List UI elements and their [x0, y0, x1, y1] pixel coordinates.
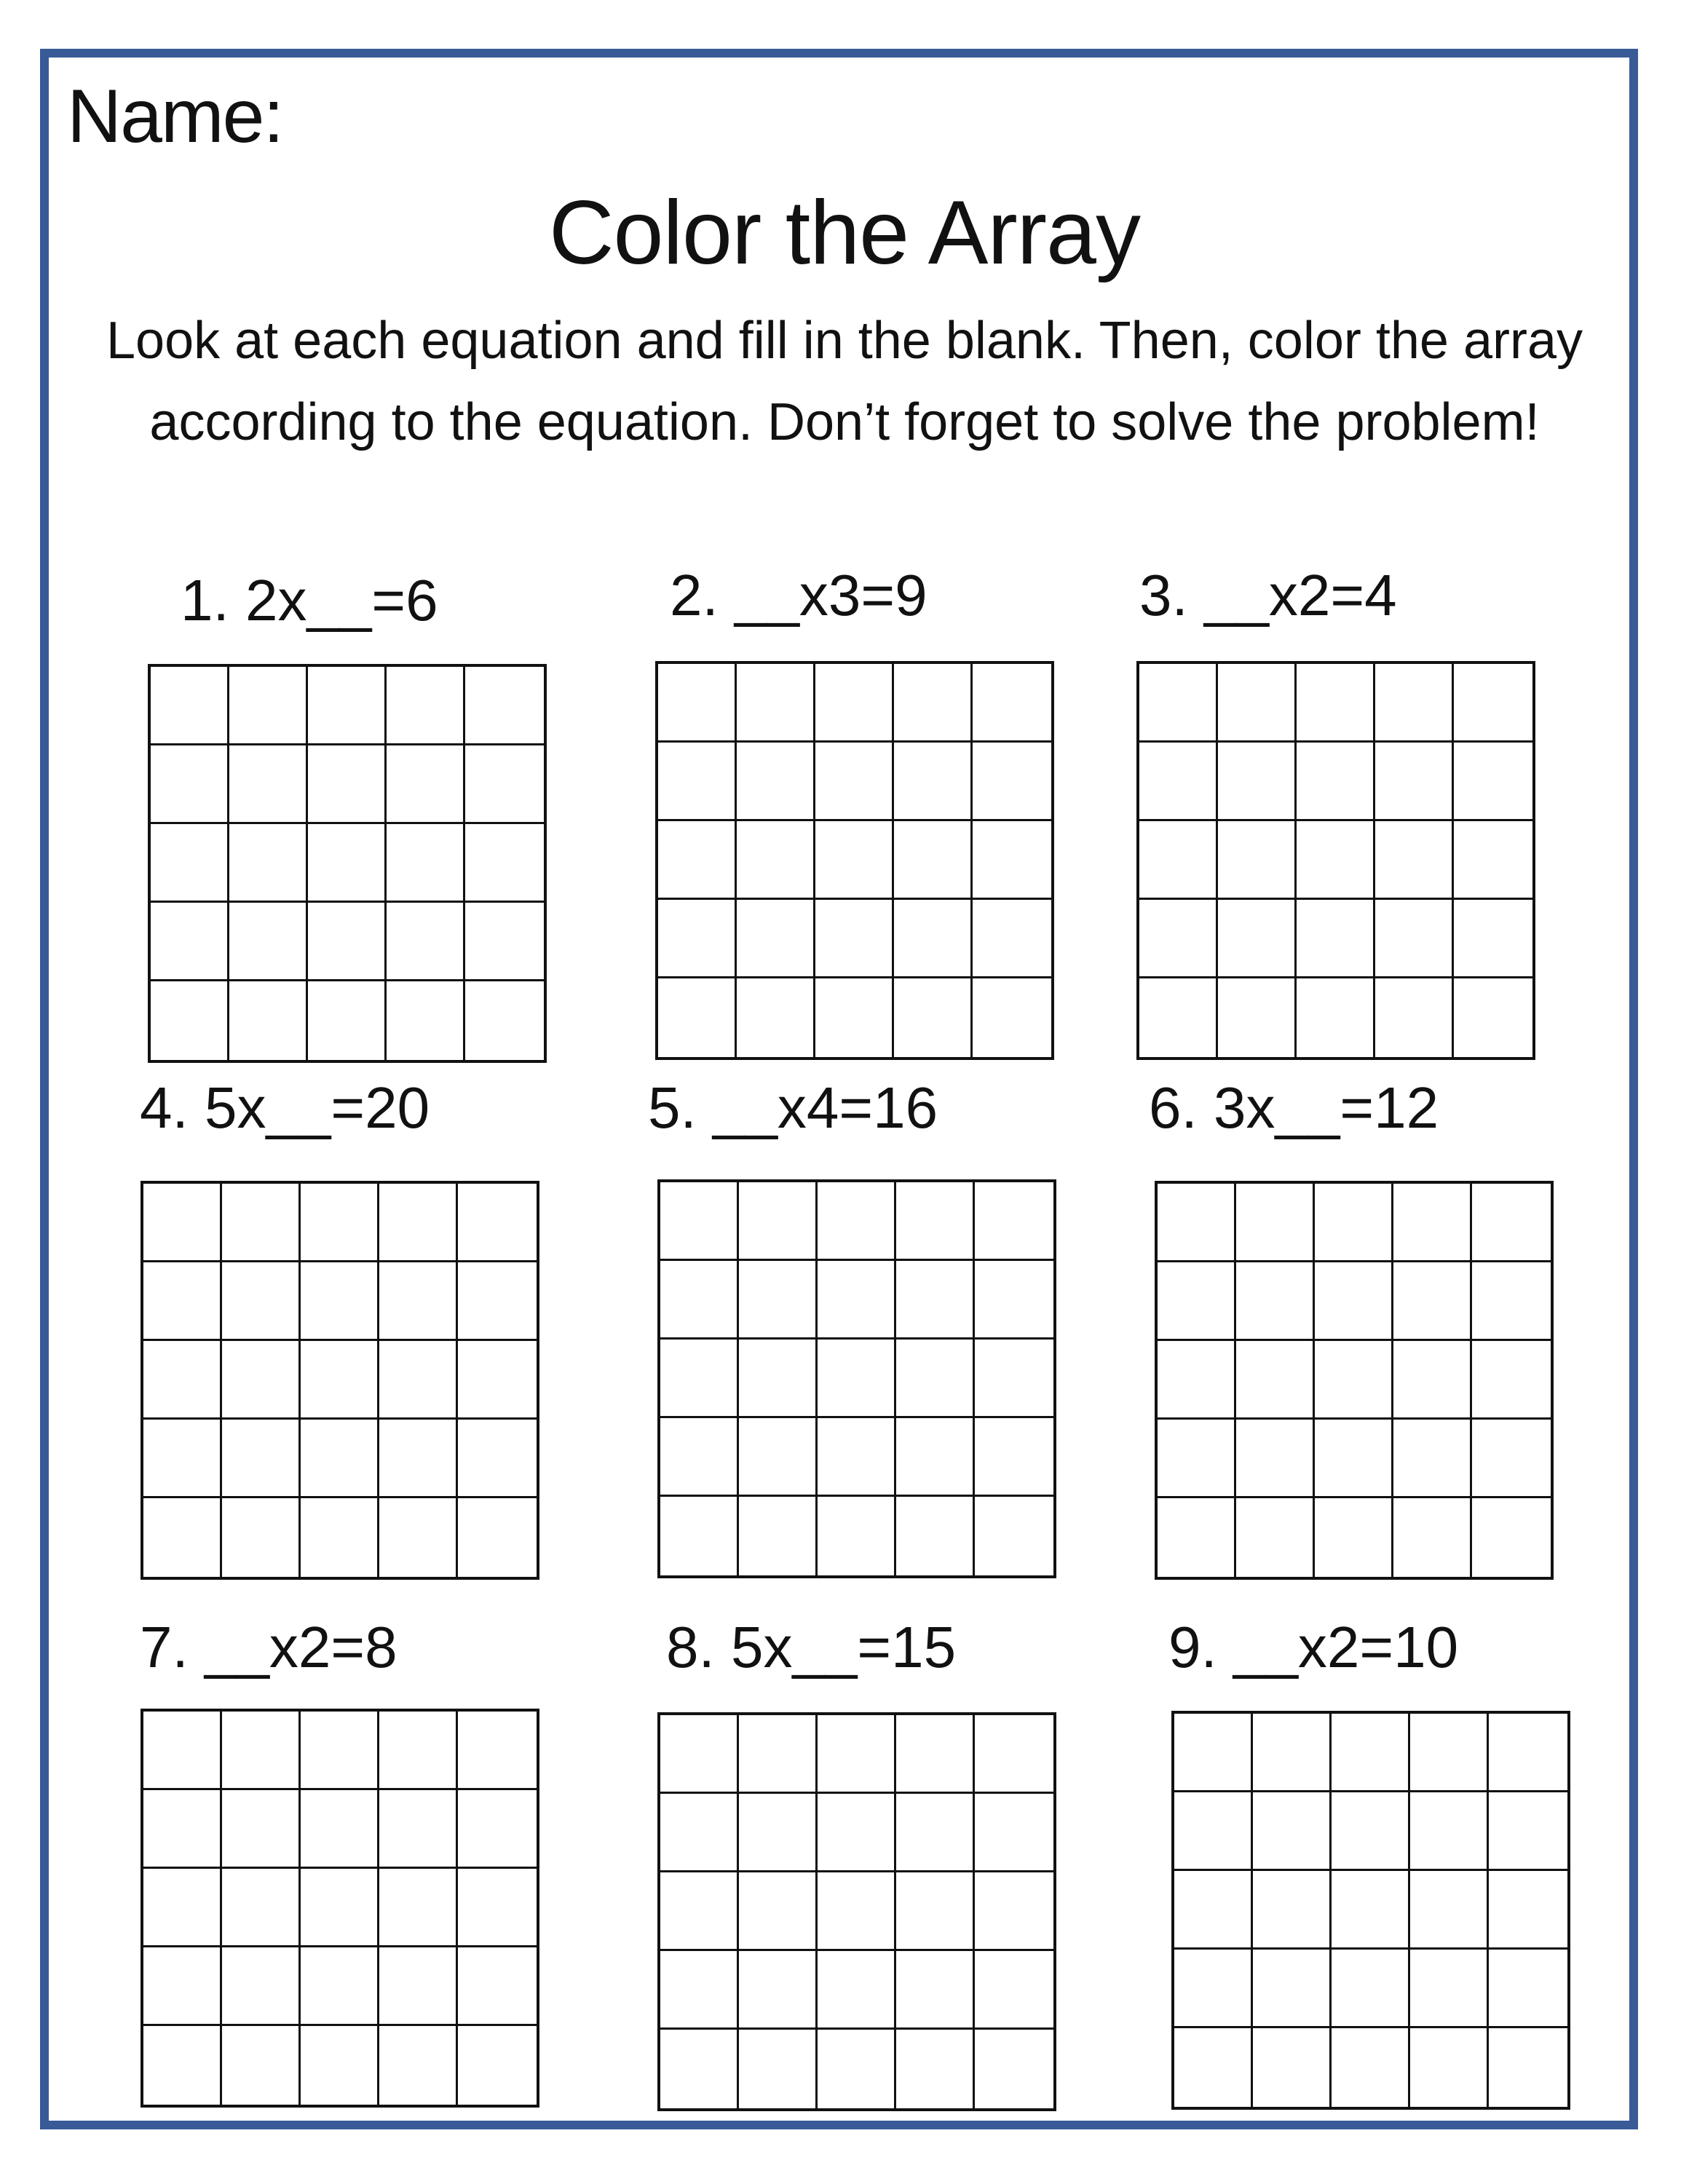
array-cell[interactable] — [387, 981, 465, 1060]
array-cell[interactable] — [815, 743, 894, 821]
problem-5-label: 5. __x4=16 — [648, 1075, 938, 1140]
array-cell[interactable] — [301, 1420, 379, 1498]
array-cell[interactable] — [1236, 1420, 1315, 1498]
array-cell[interactable] — [815, 900, 894, 978]
array-cell[interactable] — [1472, 1341, 1551, 1420]
array-cell[interactable] — [1158, 1341, 1236, 1420]
array-cell[interactable] — [739, 1715, 818, 1794]
array-cell[interactable] — [301, 1262, 379, 1341]
instructions-line-1: Look at each equation and fill in the blank. Then, color the array — [106, 312, 1583, 370]
array-cell[interactable] — [301, 1184, 379, 1262]
array-cell[interactable] — [308, 903, 387, 981]
array-cell[interactable] — [818, 2030, 896, 2108]
array-cell[interactable] — [1253, 1714, 1332, 1792]
array-cell[interactable] — [1297, 743, 1375, 821]
array-cell[interactable] — [973, 664, 1051, 743]
array-cell[interactable] — [739, 1872, 818, 1951]
array-cell[interactable] — [1253, 2028, 1332, 2107]
array-cell[interactable] — [739, 1182, 818, 1261]
array-grid-8[interactable] — [657, 1712, 1056, 2111]
problem-3-label: 3. __x2=4 — [1139, 563, 1397, 628]
array-cell[interactable] — [222, 1790, 301, 1869]
array-cell[interactable] — [1158, 1498, 1236, 1577]
array-cell[interactable] — [458, 1420, 537, 1498]
array-cell[interactable] — [1158, 1420, 1236, 1498]
array-cell[interactable] — [1139, 900, 1218, 978]
array-cell[interactable] — [1375, 900, 1454, 978]
array-cell[interactable] — [151, 667, 229, 745]
array-cell[interactable] — [975, 1182, 1053, 1261]
array-cell[interactable] — [894, 821, 973, 900]
array-cell[interactable] — [660, 1794, 739, 1872]
array-cell[interactable] — [975, 1715, 1053, 1794]
array-cell[interactable] — [1332, 1950, 1410, 2028]
array-cell[interactable] — [387, 903, 465, 981]
array-cell[interactable] — [975, 1794, 1053, 1872]
problem-9-label: 9. __x2=10 — [1168, 1615, 1459, 1679]
array-cell[interactable] — [379, 1420, 458, 1498]
array-cell[interactable] — [660, 1340, 739, 1418]
array-cell[interactable] — [818, 1794, 896, 1872]
array-cell[interactable] — [1489, 2028, 1567, 2107]
array-cell[interactable] — [458, 1184, 537, 1262]
array-cell[interactable] — [1375, 664, 1454, 743]
array-cell[interactable] — [222, 1869, 301, 1947]
problem-1-label: 1. 2x__=6 — [181, 568, 438, 633]
array-grid-2[interactable] — [655, 661, 1054, 1060]
array-cell[interactable] — [387, 824, 465, 903]
array-cell[interactable] — [143, 1712, 222, 1790]
array-cell[interactable] — [1297, 900, 1375, 978]
array-cell[interactable] — [1218, 978, 1297, 1057]
array-cell[interactable] — [737, 900, 815, 978]
array-cell[interactable] — [973, 821, 1051, 900]
array-cell[interactable] — [1472, 1498, 1551, 1577]
array-cell[interactable] — [896, 1182, 975, 1261]
array-cell[interactable] — [1174, 2028, 1253, 2107]
array-cell[interactable] — [1454, 978, 1532, 1057]
array-grid-6[interactable] — [1155, 1181, 1554, 1580]
array-cell[interactable] — [458, 1947, 537, 2026]
array-cell[interactable] — [894, 978, 973, 1057]
array-cell[interactable] — [379, 2026, 458, 2105]
array-cell[interactable] — [815, 664, 894, 743]
array-cell[interactable] — [1454, 743, 1532, 821]
array-cell[interactable] — [818, 1418, 896, 1497]
array-cell[interactable] — [1454, 821, 1532, 900]
name-label: Name: — [67, 74, 283, 159]
array-cell[interactable] — [222, 1420, 301, 1498]
array-cell[interactable] — [222, 2026, 301, 2105]
array-cell[interactable] — [658, 900, 737, 978]
array-cell[interactable] — [975, 1261, 1053, 1340]
array-cell[interactable] — [1139, 821, 1218, 900]
array-cell[interactable] — [739, 1497, 818, 1575]
array-grid-9[interactable] — [1171, 1711, 1570, 2110]
array-cell[interactable] — [1236, 1341, 1315, 1420]
array-cell[interactable] — [1174, 1871, 1253, 1950]
array-cell[interactable] — [660, 1497, 739, 1575]
array-cell[interactable] — [896, 1261, 975, 1340]
array-cell[interactable] — [1174, 1714, 1253, 1792]
array-cell[interactable] — [1489, 1950, 1567, 2028]
array-cell[interactable] — [1489, 1871, 1567, 1950]
array-cell[interactable] — [379, 1947, 458, 2026]
array-cell[interactable] — [1410, 1714, 1489, 1792]
array-cell[interactable] — [143, 1947, 222, 2026]
array-grid-3[interactable] — [1136, 661, 1535, 1060]
array-cell[interactable] — [1315, 1262, 1393, 1341]
array-cell[interactable] — [465, 903, 544, 981]
array-cell[interactable] — [1253, 1792, 1332, 1871]
array-cell[interactable] — [737, 664, 815, 743]
array-cell[interactable] — [143, 1498, 222, 1577]
array-cell[interactable] — [143, 1869, 222, 1947]
array-cell[interactable] — [222, 1498, 301, 1577]
array-cell[interactable] — [660, 2030, 739, 2108]
array-cell[interactable] — [458, 1498, 537, 1577]
array-cell[interactable] — [1375, 821, 1454, 900]
array-cell[interactable] — [1236, 1184, 1315, 1262]
problem-7-label: 7. __x2=8 — [140, 1615, 397, 1679]
array-cell[interactable] — [1236, 1262, 1315, 1341]
array-cell[interactable] — [1489, 1714, 1567, 1792]
array-cell[interactable] — [1393, 1184, 1472, 1262]
array-cell[interactable] — [1174, 1950, 1253, 2028]
array-cell[interactable] — [818, 1872, 896, 1951]
array-cell[interactable] — [1315, 1498, 1393, 1577]
array-cell[interactable] — [1454, 664, 1532, 743]
array-cell[interactable] — [1393, 1498, 1472, 1577]
array-cell[interactable] — [143, 1790, 222, 1869]
array-cell[interactable] — [458, 1790, 537, 1869]
array-cell[interactable] — [1236, 1498, 1315, 1577]
array-cell[interactable] — [1472, 1262, 1551, 1341]
array-cell[interactable] — [1375, 743, 1454, 821]
array-cell[interactable] — [975, 1872, 1053, 1951]
array-cell[interactable] — [222, 1712, 301, 1790]
array-cell[interactable] — [739, 1261, 818, 1340]
array-cell[interactable] — [660, 1951, 739, 2030]
array-cell[interactable] — [301, 1947, 379, 2026]
array-cell[interactable] — [894, 664, 973, 743]
array-cell[interactable] — [1297, 978, 1375, 1057]
array-cell[interactable] — [1139, 743, 1218, 821]
array-cell[interactable] — [815, 821, 894, 900]
array-cell[interactable] — [896, 1951, 975, 2030]
array-cell[interactable] — [151, 745, 229, 824]
array-cell[interactable] — [458, 1712, 537, 1790]
problem-2-label: 2. __x3=9 — [670, 563, 927, 628]
array-cell[interactable] — [308, 981, 387, 1060]
array-cell[interactable] — [658, 664, 737, 743]
array-cell[interactable] — [379, 1869, 458, 1947]
array-cell[interactable] — [222, 1262, 301, 1341]
array-cell[interactable] — [1332, 2028, 1410, 2107]
array-cell[interactable] — [143, 1184, 222, 1262]
array-cell[interactable] — [308, 824, 387, 903]
array-cell[interactable] — [301, 1790, 379, 1869]
array-cell[interactable] — [301, 1869, 379, 1947]
array-cell[interactable] — [1158, 1184, 1236, 1262]
array-cell[interactable] — [465, 824, 544, 903]
array-cell[interactable] — [1315, 1341, 1393, 1420]
array-cell[interactable] — [818, 1951, 896, 2030]
array-cell[interactable] — [143, 2026, 222, 2105]
array-cell[interactable] — [379, 1790, 458, 1869]
array-cell[interactable] — [739, 1794, 818, 1872]
array-cell[interactable] — [1253, 1871, 1332, 1950]
array-cell[interactable] — [143, 1420, 222, 1498]
array-cell[interactable] — [1139, 978, 1218, 1057]
array-cell[interactable] — [301, 2026, 379, 2105]
array-cell[interactable] — [379, 1498, 458, 1577]
problem-6-label: 6. 3x__=12 — [1149, 1075, 1439, 1140]
array-cell[interactable] — [818, 1340, 896, 1418]
array-cell[interactable] — [229, 981, 308, 1060]
array-cell[interactable] — [465, 981, 544, 1060]
array-cell[interactable] — [1393, 1262, 1472, 1341]
instructions-line-2: according to the equation. Don’t forget to solve the problem! — [149, 393, 1540, 451]
array-cell[interactable] — [660, 1182, 739, 1261]
array-cell[interactable] — [1393, 1420, 1472, 1498]
array-cell[interactable] — [229, 745, 308, 824]
array-cell[interactable] — [737, 978, 815, 1057]
array-cell[interactable] — [975, 1951, 1053, 2030]
array-cell[interactable] — [379, 1262, 458, 1341]
array-cell[interactable] — [1218, 900, 1297, 978]
array-cell[interactable] — [222, 1947, 301, 2026]
array-cell[interactable] — [737, 743, 815, 821]
array-cell[interactable] — [660, 1418, 739, 1497]
array-cell[interactable] — [1332, 1871, 1410, 1950]
array-cell[interactable] — [1410, 1871, 1489, 1950]
array-cell[interactable] — [379, 1184, 458, 1262]
array-cell[interactable] — [739, 2030, 818, 2108]
array-cell[interactable] — [1158, 1262, 1236, 1341]
array-cell[interactable] — [301, 1712, 379, 1790]
array-cell[interactable] — [1315, 1420, 1393, 1498]
array-cell[interactable] — [815, 978, 894, 1057]
array-cell[interactable] — [818, 1497, 896, 1575]
array-cell[interactable] — [1472, 1184, 1551, 1262]
array-cell[interactable] — [818, 1182, 896, 1261]
array-cell[interactable] — [975, 2030, 1053, 2108]
array-cell[interactable] — [658, 743, 737, 821]
array-cell[interactable] — [465, 745, 544, 824]
instructions — [66, 300, 1623, 463]
array-cell[interactable] — [387, 745, 465, 824]
array-cell[interactable] — [1410, 1792, 1489, 1871]
array-cell[interactable] — [458, 1262, 537, 1341]
array-grid-7[interactable] — [141, 1709, 539, 2108]
array-cell[interactable] — [379, 1712, 458, 1790]
array-cell[interactable] — [896, 1418, 975, 1497]
array-cell[interactable] — [658, 978, 737, 1057]
array-cell[interactable] — [973, 900, 1051, 978]
array-cell[interactable] — [229, 824, 308, 903]
array-cell[interactable] — [1139, 664, 1218, 743]
array-cell[interactable] — [973, 743, 1051, 821]
array-cell[interactable] — [222, 1341, 301, 1420]
array-cell[interactable] — [739, 1951, 818, 2030]
array-cell[interactable] — [222, 1184, 301, 1262]
array-cell[interactable] — [894, 900, 973, 978]
array-cell[interactable] — [1472, 1420, 1551, 1498]
array-cell[interactable] — [1218, 821, 1297, 900]
array-cell[interactable] — [973, 978, 1051, 1057]
array-cell[interactable] — [458, 1869, 537, 1947]
array-cell[interactable] — [1489, 1792, 1567, 1871]
array-cell[interactable] — [151, 903, 229, 981]
array-cell[interactable] — [975, 1497, 1053, 1575]
array-cell[interactable] — [1332, 1714, 1410, 1792]
array-cell[interactable] — [458, 2026, 537, 2105]
array-cell[interactable] — [1218, 743, 1297, 821]
array-cell[interactable] — [1454, 900, 1532, 978]
array-cell[interactable] — [975, 1418, 1053, 1497]
array-cell[interactable] — [818, 1261, 896, 1340]
array-grid-4[interactable] — [141, 1181, 539, 1580]
array-cell[interactable] — [896, 1794, 975, 1872]
array-grid-5[interactable] — [657, 1179, 1056, 1578]
array-cell[interactable] — [308, 667, 387, 745]
problem-4-label: 4. 5x__=20 — [140, 1075, 430, 1140]
array-cell[interactable] — [465, 667, 544, 745]
array-grid-1[interactable] — [148, 664, 547, 1063]
array-cell[interactable] — [658, 821, 737, 900]
array-cell[interactable] — [896, 1872, 975, 1951]
array-cell[interactable] — [660, 1261, 739, 1340]
array-cell[interactable] — [458, 1341, 537, 1420]
array-cell[interactable] — [1253, 1950, 1332, 2028]
array-cell[interactable] — [1174, 1792, 1253, 1871]
array-cell[interactable] — [1332, 1792, 1410, 1871]
array-cell[interactable] — [1315, 1184, 1393, 1262]
array-cell[interactable] — [896, 2030, 975, 2108]
problem-8-label: 8. 5x__=15 — [666, 1615, 957, 1679]
array-cell[interactable] — [896, 1715, 975, 1794]
array-cell[interactable] — [1375, 978, 1454, 1057]
array-cell[interactable] — [151, 824, 229, 903]
array-cell[interactable] — [1297, 821, 1375, 900]
array-cell[interactable] — [379, 1341, 458, 1420]
worksheet-title: Color the Array — [548, 183, 1140, 283]
array-cell[interactable] — [660, 1715, 739, 1794]
array-cell[interactable] — [894, 743, 973, 821]
array-cell[interactable] — [301, 1498, 379, 1577]
array-cell[interactable] — [301, 1341, 379, 1420]
array-cell[interactable] — [229, 667, 308, 745]
array-cell[interactable] — [818, 1715, 896, 1794]
array-cell[interactable] — [143, 1262, 222, 1341]
array-cell[interactable] — [739, 1340, 818, 1418]
array-cell[interactable] — [143, 1341, 222, 1420]
array-cell[interactable] — [151, 981, 229, 1060]
array-cell[interactable] — [387, 667, 465, 745]
array-cell[interactable] — [1393, 1341, 1472, 1420]
array-cell[interactable] — [229, 903, 308, 981]
array-cell[interactable] — [660, 1872, 739, 1951]
array-cell[interactable] — [1218, 664, 1297, 743]
array-cell[interactable] — [739, 1418, 818, 1497]
array-cell[interactable] — [1297, 664, 1375, 743]
array-cell[interactable] — [896, 1340, 975, 1418]
array-cell[interactable] — [896, 1497, 975, 1575]
array-cell[interactable] — [737, 821, 815, 900]
array-cell[interactable] — [1410, 1950, 1489, 2028]
array-cell[interactable] — [1410, 2028, 1489, 2107]
array-cell[interactable] — [308, 745, 387, 824]
array-cell[interactable] — [975, 1340, 1053, 1418]
